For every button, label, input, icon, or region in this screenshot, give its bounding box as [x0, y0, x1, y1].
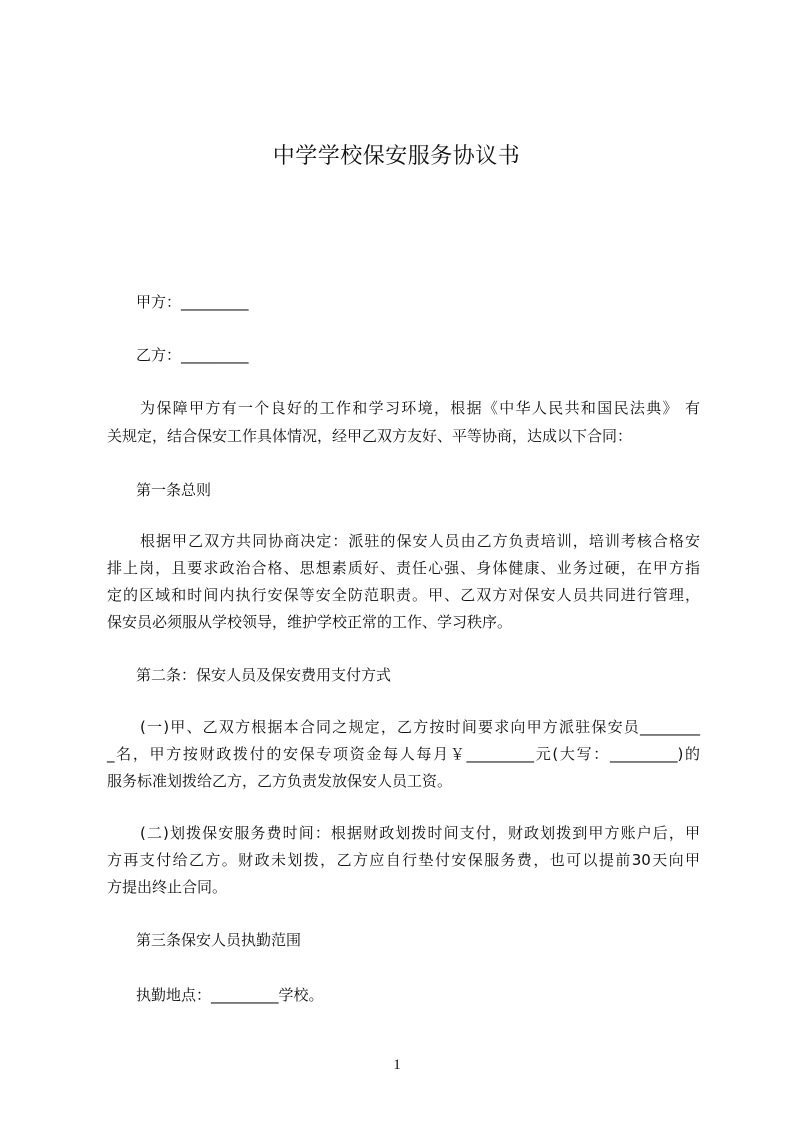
article1-line: 排上岗，且要求政治合格、思想素质好、责任心强、身体健康、业务过硬，在甲方指 — [107, 559, 700, 577]
clause2-line: (二)划拨保安服务费时间：根据财政划拨时间支付，财政划拨到甲方账户后，甲 — [140, 824, 700, 842]
article1-heading: 第一条总则 — [136, 481, 212, 499]
intro-line: 关规定，结合保安工作具体情况，经甲乙双方友好、平等协商，达成以下合同： — [107, 427, 633, 445]
article1-line: 定的区域和时间内执行安保等安全防范职责。甲、乙双方对保安人员共同进行管理， — [107, 586, 700, 604]
document-title: 中学学校保安服务协议书 — [272, 144, 521, 169]
clause2-line: 方提出终止合同。 — [107, 878, 228, 896]
duty-location-line: 执勤地点：_________学校。 — [136, 986, 324, 1004]
article1-line: 保安员必须服从学校领导，维护学校正常的工作、学习秩序。 — [107, 613, 513, 631]
party-b-line: 乙方：_________ — [136, 346, 249, 364]
clause1-line: (一)甲、乙双方根据本合同之规定，乙方按时间要求向甲方派驻保安员________ — [140, 718, 700, 736]
article3-heading: 第三条保安人员执勤范围 — [136, 931, 302, 949]
clause1-line: _名，甲方按财政拨付的安保专项资金每人每月￥_________元(大写：_________)的 — [107, 745, 700, 763]
clause2-line: 方再支付给乙方。财政未划拨，乙方应自行垫付安保服务费，也可以提前30天向甲 — [107, 851, 700, 869]
article2-heading: 第二条：保安人员及保安费用支付方式 — [136, 666, 392, 684]
article1-line: 根据甲乙双方共同协商决定：派驻的保安人员由乙方负责培训，培训考核合格安 — [140, 532, 700, 550]
intro-line: 为保障甲方有一个良好的工作和学习环境，根据《中华人民共和国民法典》 有 — [140, 399, 700, 417]
party-a-line: 甲方：_________ — [136, 293, 249, 311]
clause1-line: 服务标准划拨给乙方，乙方负责发放保安人员工资。 — [107, 772, 453, 790]
page-number: 1 — [393, 1057, 401, 1073]
